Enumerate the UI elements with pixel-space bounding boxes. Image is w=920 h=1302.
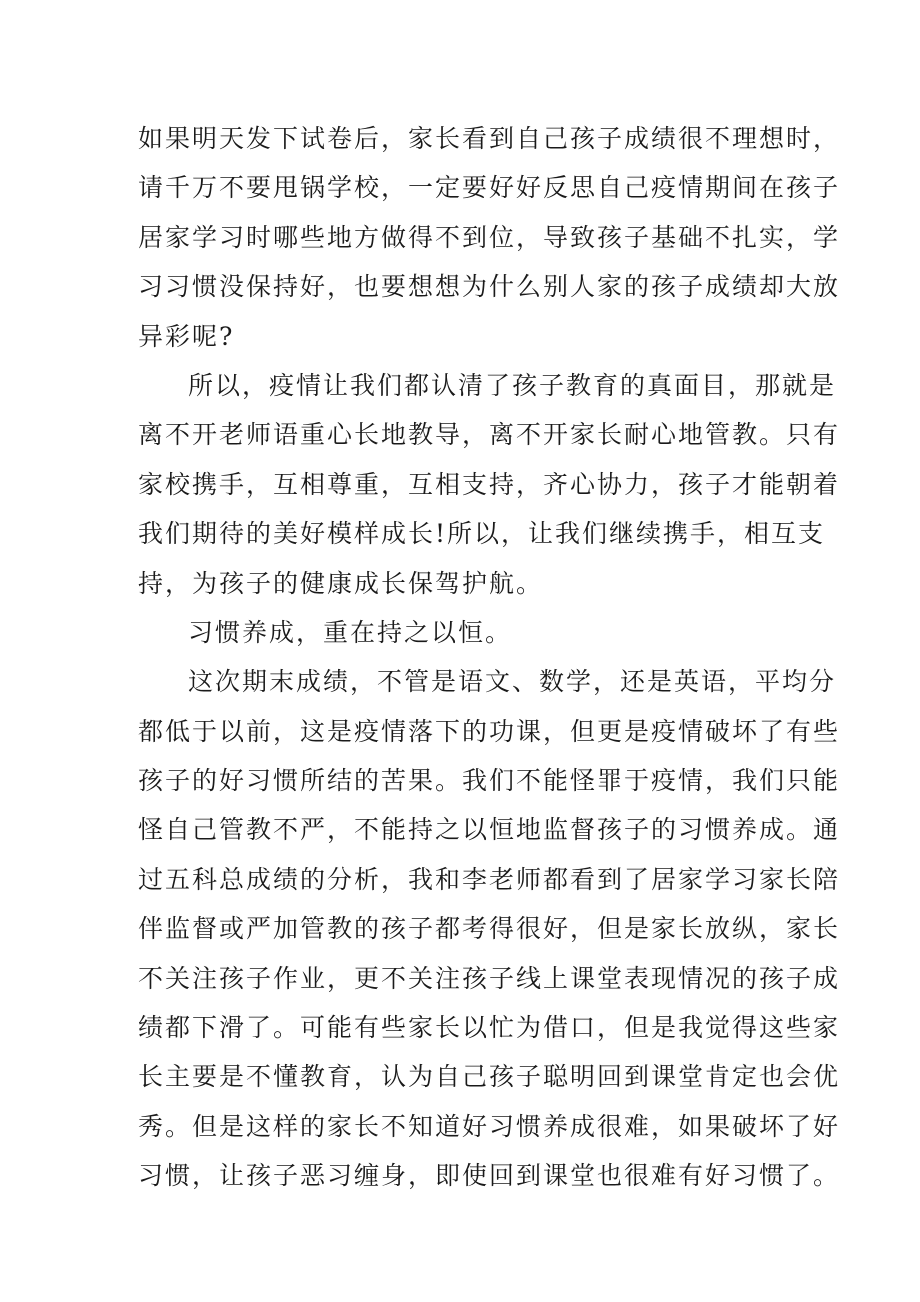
- text-line: 秀。但是这样的家长不知道好习惯养成很难，如果破坏了好: [138, 1111, 841, 1141]
- text-line: 过五科总成绩的分析，我和李老师都看到了居家学习家长陪: [138, 864, 841, 894]
- text-line: 持，为孩子的健康成长保驾护航。: [138, 568, 544, 598]
- text-line: 居家学习时哪些地方做得不到位，导致孩子基础不扎实，学: [138, 222, 841, 252]
- text-line: 如果明天发下试卷后，家长看到自己孩子成绩很不理想时，: [138, 124, 841, 153]
- text-line: 这次期末成绩，不管是语文、数学，还是英语，平均分: [188, 667, 837, 697]
- text-line: 伴监督或严加管教的孩子都考得很好，但是家长放纵，家长: [138, 914, 841, 944]
- text-line: 不关注孩子作业，更不关注孩子线上课堂表现情况的孩子成: [138, 963, 841, 993]
- text-line: 长主要是不懂教育，认为自己孩子聪明回到课堂肯定也会优: [138, 1062, 841, 1092]
- text-line: 习惯，让孩子恶习缠身，即使回到课堂也很难有好习惯了。: [138, 1161, 841, 1191]
- text-line: 异彩呢?: [138, 321, 235, 351]
- text-line: 所以，疫情让我们都认清了孩子教育的真面目，那就是: [188, 370, 837, 400]
- document-body-text: [138, 114, 841, 1201]
- text-line: 家校携手，互相尊重，互相支持，齐心协力，孩子才能朝着: [138, 469, 841, 499]
- text-line: 习惯养成，重在持之以恒。: [188, 617, 513, 647]
- text-line: 都低于以前，这是疫情落下的功课，但更是疫情破坏了有些: [138, 716, 841, 746]
- text-line: 离不开老师语重心长地教导，离不开家长耐心地管教。只有: [138, 420, 841, 450]
- text-line: 绩都下滑了。可能有些家长以忙为借口，但是我觉得这些家: [138, 1013, 841, 1043]
- text-line: 习习惯没保持好，也要想想为什么别人家的孩子成绩却大放: [138, 272, 841, 302]
- text-line: 怪自己管教不严，不能持之以恒地监督孩子的习惯养成。通: [138, 815, 841, 845]
- text-line: 请千万不要甩锅学校，一定要好好反思自己疫情期间在孩子: [138, 173, 841, 203]
- text-line: 孩子的好习惯所结的苦果。我们不能怪罪于疫情，我们只能: [138, 766, 841, 796]
- text-line: 我们期待的美好模样成长!所以，让我们继续携手，相互支: [138, 519, 826, 549]
